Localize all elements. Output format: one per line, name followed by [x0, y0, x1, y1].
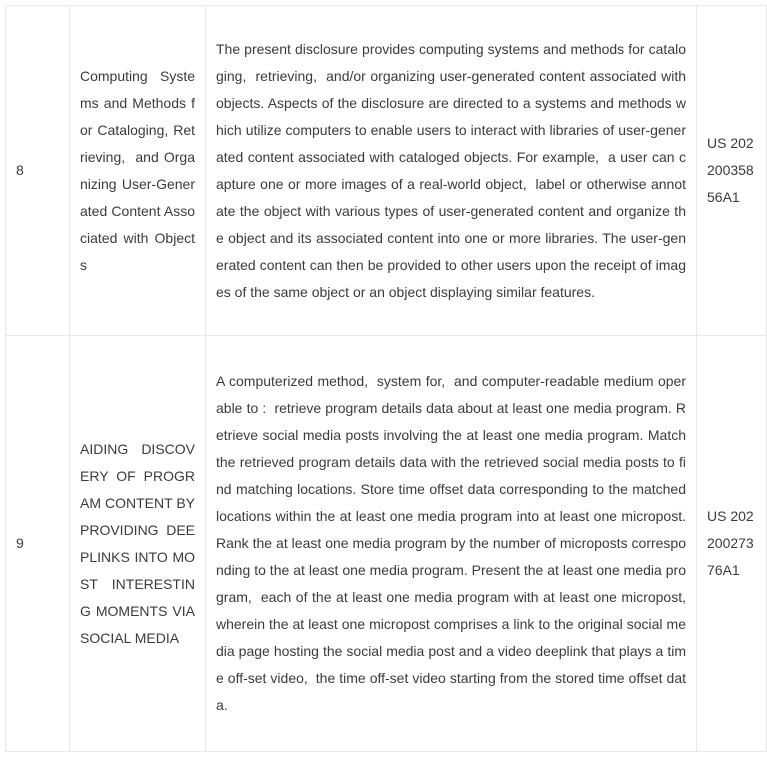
patent-results-table	[5, 5, 767, 752]
patent-number-cell: US 20220027376A1	[697, 336, 767, 752]
row-index-cell: 8	[6, 6, 70, 336]
patent-abstract-cell: The present disclosure provides computing systems and methods for cataloging, retrieving, and/or organizing user-generated content associated with objects. Aspects of the disclosure are directed to a systems and methods which utilize computers to enable users to interact with libraries of user-generated content associated with cataloged objects. For example, a user can capture one or more images of a real-world object, label or otherwise annotate the object with various types of user-generated content and organize the object and its associated content into one or more libraries. The user-generated content can then be provided to other users upon the receipt of images of the same object or an object displaying similar features.	[206, 6, 697, 336]
patent-number-cell: US 20220035856A1	[697, 6, 767, 336]
patent-title-cell: Computing Systems and Methods for Cataloging, Retrieving, and Organizing User-Generated Content Associated with Objects	[70, 6, 206, 336]
table-row	[6, 6, 767, 336]
table-row	[6, 336, 767, 752]
row-index-cell: 9	[6, 336, 70, 752]
patent-results-table-container	[5, 5, 767, 752]
patent-title-cell: AIDING DISCOVERY OF PROGRAM CONTENT BY PROVIDING DEEPLINKS INTO MOST INTERESTING MOMENTS VIA SOCIAL MEDIA	[70, 336, 206, 752]
patent-abstract-cell: A computerized method, system for, and computer-readable medium operable to : retrieve program details data about at least one media program. Retrieve social media posts involving the at least one media program. Match the retrieved program details data with the retrieved social media posts to find matching locations. Store time offset data corresponding to the matched locations within the at least one media program into at least one micropost. Rank the at least one media program by the number of microposts corresponding to the at least one media program. Present the at least one media program, each of the at least one media program with at least one micropost, wherein the at least one micropost comprises a link to the original social media page hosting the social media post and a video deeplink that plays a time off-set video, the time off-set video starting from the stored time offset data.	[206, 336, 697, 752]
